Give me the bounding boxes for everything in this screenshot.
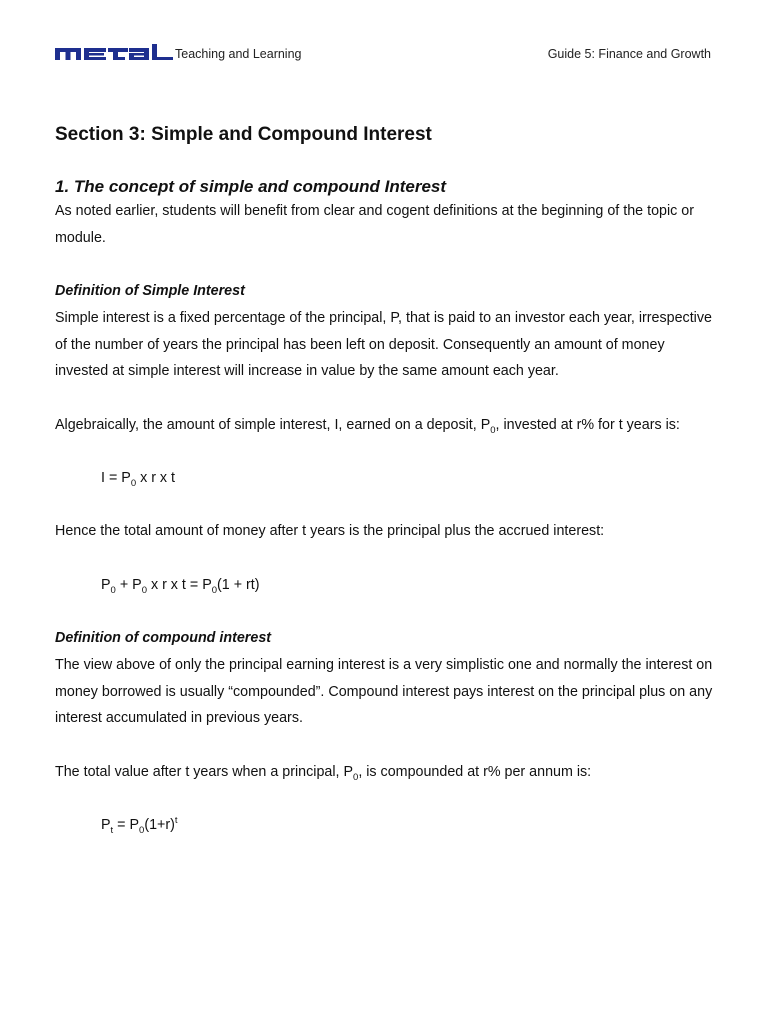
hence-paragraph: Hence the total amount of money after t years is the principal plus the accrued interest:: [55, 523, 605, 540]
algebra-paragraph: Algebraically, the amount of simple interest, I, earned on a deposit, $P_0$, invested at r% for t years is:: [55, 416, 680, 436]
document-body: [55, 120, 715, 839]
simple-interest-heading: Definition of Simple Interest: [55, 283, 245, 300]
compound-total-paragraph: The total value after t years when a principal, $P_0$, is compounded at r% per annum is:: [55, 763, 592, 783]
header-right-text: Guide 5: Finance and Growth: [547, 47, 711, 61]
intro-paragraph: As noted earlier, students will benefit from clear and cogent definitions at the beginning of the topic or module.: [55, 203, 694, 246]
compound-interest-heading: Definition of compound interest: [55, 630, 272, 647]
simple-interest-formula: $I = P_0$ x r x t: [101, 469, 176, 489]
subsection-title: 1. The concept of simple and compound Interest: [55, 177, 447, 196]
metal-logo: [55, 44, 173, 64]
simple-interest-paragraph: Simple interest is a fixed percentage of the principal, P, that is paid to an investor each year, irrespective of the number of years the principal has been left on deposit. Consequently an amount of money invested at simple interest will increase in value by the same amount each year.: [55, 309, 712, 380]
total-amount-formula: $P_0 + P_0$ x r x $t = P_0(1 + rt)$: [101, 576, 260, 596]
compound-interest-paragraph: The view above of only the principal earning interest is a very simplistic one and normally the interest on money borrowed is usually “compounded”. Compound interest pays interest on the principal plus on any interest accumulated in previous years.: [55, 656, 713, 727]
compound-interest-formula: $P_t = P_0(1+r)^t$: [101, 815, 178, 836]
section-title: Section 3: Simple and Compound Interest: [55, 124, 432, 145]
header-left-text: Teaching and Learning: [175, 47, 302, 61]
page-header: [55, 44, 711, 64]
